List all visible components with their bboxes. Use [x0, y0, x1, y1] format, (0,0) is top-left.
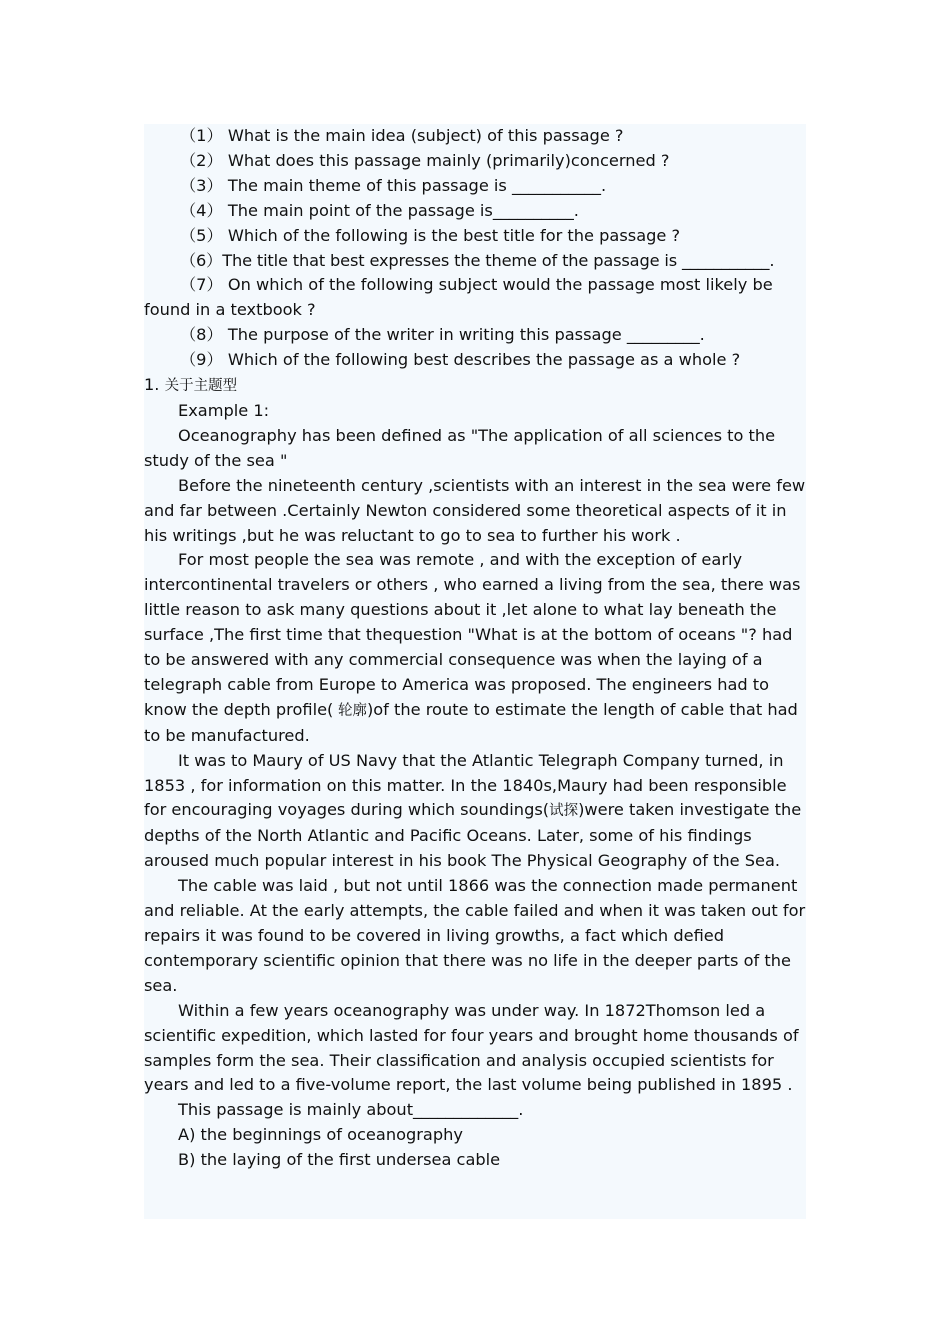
passage-paragraph-1: Oceanography has been defined as "The application of all sciences to the study of the sea "	[144, 425, 776, 470]
passage-paragraph-4	[144, 749, 806, 875]
passage-paragraph-3	[144, 548, 806, 748]
question-number: （1）	[180, 126, 223, 145]
cjk-gloss: 试探	[549, 803, 579, 820]
question-item-4	[144, 199, 806, 224]
passage-paragraph-6: Within a few years oceanography was under way. In 1872Thomson led a scientific expedition, which lasted for four years and brought home thousands of samples form the sea. Their classification and analysis occupied scientists for years and led to a five-volume report, the last volume being published in 1895 .	[144, 1000, 799, 1095]
question-text: What is the main idea (subject) of this passage ?	[227, 126, 624, 145]
cjk-gloss: 轮廓	[333, 702, 367, 719]
answer-option-b: B) the laying of the first undersea cable	[178, 1150, 501, 1170]
question-text: Which of the following best describes the passage as a whole ?	[227, 350, 741, 370]
paragraph-text: )of the route to estimate the length of cable that had to be manufactured.	[144, 699, 798, 745]
passage-paragraph-5: The cable was laid , but not until 1866 was the connection made permanent and reliable. At the early attempts, the cable failed and when it was taken out for repairs it was found to be covered in living growths, a fact which defied contemporary scientific opinion that there was no life in the deeper parts of the sea.	[144, 876, 806, 995]
question-item-9	[144, 348, 806, 373]
passage-paragraph-2: Before the nineteenth century ,scientists with an interest in the sea were few and far between .Certainly Newton considered some theoretical aspects of it in his writings ,but he was reluctant to go to sea to further his work .	[144, 475, 806, 545]
question-item-1	[144, 124, 806, 149]
question-number: （6）	[180, 250, 223, 270]
question-text: What does this passage mainly (primarily)concerned ?	[227, 150, 670, 170]
question-item-3	[144, 174, 806, 199]
question-text: Which of the following is the best title for the passage ?	[227, 225, 681, 245]
section-title: 关于主题型	[164, 378, 238, 395]
question-stem: This passage is mainly about_____________.	[178, 1100, 524, 1120]
question-number: （7）	[180, 275, 223, 295]
question-item-6	[144, 249, 806, 274]
question-number: （5）	[180, 225, 223, 245]
question-item-5	[144, 224, 806, 249]
paragraph-text: It was to Maury of US Navy that the Atlantic Telegraph Company turned, in 1853 , for information on this matter. In the 1840s,Maury had been responsible for encouraging voyages during which soundings(	[144, 750, 787, 820]
paragraph-text: )were taken investigate the depths of the North Atlantic and Pacific Oceans. Later, some of his findings aroused much popular interest in his book The Physical Geography of the Sea.	[144, 800, 802, 871]
question-item-2	[144, 149, 806, 174]
question-number: （4）	[180, 200, 223, 220]
answer-option-a: A) the beginnings of oceanography	[178, 1125, 463, 1145]
section-heading	[144, 373, 806, 399]
question-text: The title that best expresses the theme of the passage is ___________.	[222, 250, 775, 270]
question-number: （9）	[180, 350, 223, 370]
question-text: On which of the following subject would the passage most likely be found in a textbook ?	[144, 275, 773, 320]
text-block	[144, 124, 806, 1219]
question-item-8	[144, 323, 806, 348]
question-text: The purpose of the writer in writing this passage _________.	[227, 325, 705, 345]
section-number: 1.	[144, 375, 165, 395]
paragraph-text: For most people the sea was remote , and with the exception of early intercontinental travelers or others , who earned a living from the sea, there was little reason to ask many questions about it ,let alone to what lay beneath the surface ,The first time that thequestion "What is at the bottom of oceans "? had to be answered with any commercial consequence was when the laying of a telegraph cable from Europe to America was proposed. The engineers had to know the depth profile(	[144, 550, 801, 719]
question-number: （3）	[180, 175, 223, 195]
question-text: The main point of the passage is__________.	[227, 200, 579, 220]
example-label: Example 1:	[178, 400, 270, 420]
question-number: （8）	[180, 325, 223, 345]
question-number: （2）	[180, 150, 223, 170]
question-text: The main theme of this passage is ___________.	[227, 175, 607, 195]
question-item-7	[144, 273, 806, 323]
